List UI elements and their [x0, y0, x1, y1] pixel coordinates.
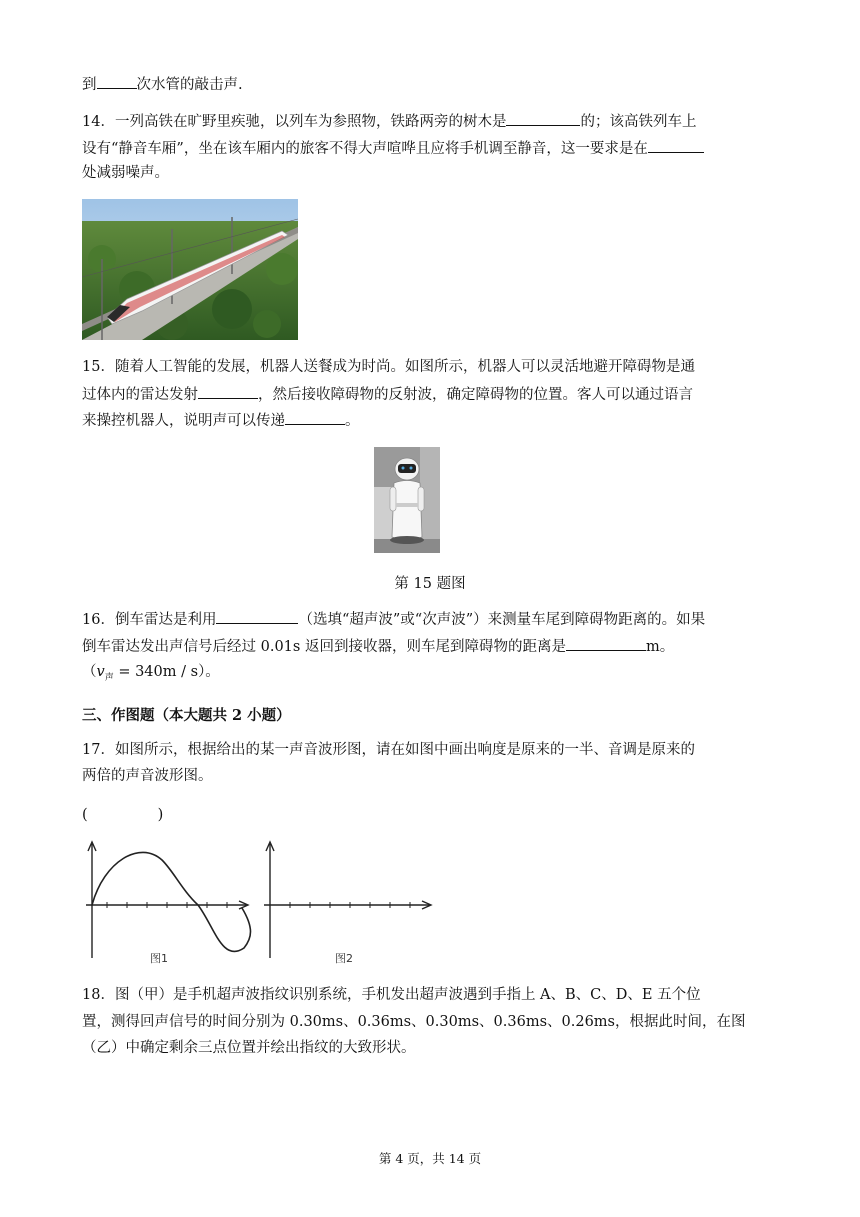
section-3-title: 三、作图题（本大题共 2 小题）: [82, 707, 291, 724]
figure-1-label: 图1: [150, 952, 168, 965]
formula-v: v: [96, 664, 105, 680]
q16-text: （选填“超声波”或“次声波”）来测量车尾到障碍物距离的。如果: [298, 612, 706, 628]
q15-blank-1[interactable]: [198, 384, 258, 399]
q15-text: 过体内的雷达发射: [82, 387, 198, 403]
q15-text: 来操控机器人，说明声可以传递: [82, 413, 285, 429]
q15-blank-2[interactable]: [285, 410, 345, 425]
q18-text: 18．图（甲）是手机超声波指纹识别系统，手机发出超声波遇到手指上 A、B、C、D、E 五个位: [82, 987, 701, 1003]
q17-answer-line: [82, 805, 163, 825]
sound-wave-figures: [82, 838, 438, 968]
q15-text: 15．随着人工智能的发展，机器人送餐成为时尚。如图所示，机器人可以灵活地避开障碍物是通: [82, 359, 695, 375]
figure-2-label: 图2: [335, 952, 353, 965]
q17-text: 17．如图所示，根据给出的某一声音波形图，请在如图中画出响度是原来的一半、音调是原来的: [82, 742, 695, 758]
q14-line2: [82, 138, 704, 159]
q14-line1: [82, 111, 696, 132]
q16-line2: [82, 636, 674, 657]
answer-paren-close: ): [157, 807, 164, 823]
q16-text: 倒车雷达发出声信号后经过 0.01s 返回到接收器，则车尾到障碍物的距离是: [82, 639, 566, 655]
q18-line3: [82, 1038, 416, 1058]
q18-text: 置，测得回声信号的时间分别为 0.30ms、0.36ms、0.30ms、0.36ms、0.26ms，根据此时间，在图: [82, 1014, 746, 1030]
q15-text: 。: [345, 413, 360, 429]
q15-figure-caption: 第 15 题图: [394, 576, 466, 592]
formula-rest: = 340m / s: [113, 664, 199, 680]
answer-paren-open: (: [82, 807, 88, 823]
q15-text: ，然后接收障碍物的反射波，确定障碍物的位置。客人可以通过语言: [258, 387, 693, 403]
q14-text: 的；该高铁列车上: [580, 114, 697, 130]
q18-line1: [82, 985, 701, 1005]
q13-tail-pre: 到: [82, 77, 97, 93]
q17-line2: [82, 766, 213, 786]
q15-line1: [82, 357, 695, 377]
formula-paren: （: [82, 664, 97, 680]
figure-1-waveform: [86, 842, 251, 958]
q14-text: 14．一列高铁在旷野里疾驰，以列车为参照物，铁路两旁的树木是: [82, 114, 507, 130]
q14-blank-2[interactable]: [648, 138, 704, 153]
robot-photo: [374, 447, 440, 553]
q15-line3: [82, 410, 360, 431]
q13-tail-post: 次水管的敲击声.: [136, 77, 243, 93]
q14-text: 设有“静音车厢”，坐在该车厢内的旅客不得大声喧哗且应将手机调至静音，这一要求是在: [82, 141, 648, 157]
q13-tail-line: [82, 74, 243, 95]
q14-text: 处减弱噪声。: [82, 165, 169, 181]
q16-text: m。: [645, 639, 675, 655]
formula-sub: 声: [104, 672, 114, 683]
q14-line3: [82, 163, 169, 183]
formula-paren: ）。: [198, 664, 220, 680]
q16-blank-1[interactable]: [216, 609, 298, 624]
train-photo: [82, 199, 298, 340]
q16-text: 16．倒车雷达是利用: [82, 612, 217, 628]
q16-blank-2[interactable]: [566, 636, 646, 651]
q18-line2: [82, 1012, 746, 1032]
figure-2-blank-axes: [264, 842, 431, 958]
q15-line2: [82, 384, 693, 405]
q17-line1: [82, 740, 695, 760]
page-footer: 第 4 页，共 14 页: [378, 1151, 482, 1166]
q17-text: 两倍的声音波形图。: [82, 768, 213, 784]
q14-blank-1[interactable]: [506, 111, 580, 126]
q16-formula-line: [82, 662, 220, 688]
q13-answer-blank[interactable]: [97, 74, 137, 89]
formula: [96, 664, 199, 683]
q18-text: （乙）中确定剩余三点位置并绘出指纹的大致形状。: [82, 1040, 416, 1056]
q16-line1: [82, 609, 705, 630]
